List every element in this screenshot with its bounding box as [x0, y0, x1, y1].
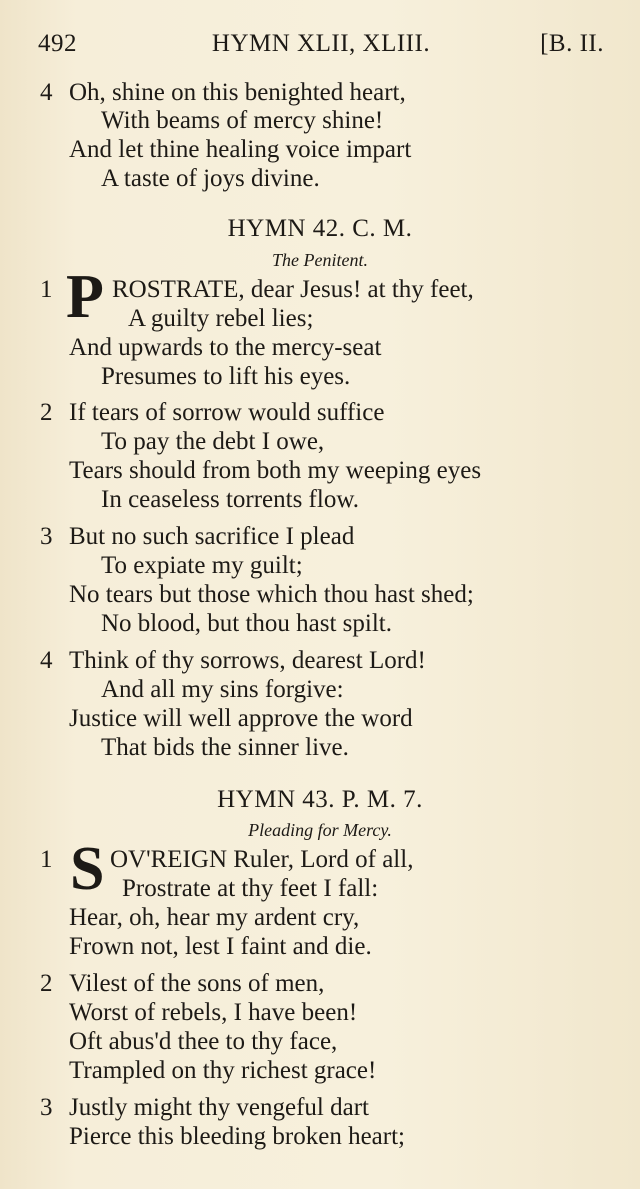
verse-line: No blood, but thou hast spilt. — [101, 610, 392, 637]
verse-line: Trampled on thy richest grace! — [69, 1057, 377, 1084]
verse-line: If tears of sorrow would suffice — [69, 399, 385, 426]
hymn-43-subtitle: Pleading for Mercy. — [248, 820, 392, 840]
stanza-number: 2 — [40, 399, 53, 426]
verse-line: And let thine healing voice impart — [69, 136, 412, 163]
verse-line: Frown not, lest I faint and die. — [69, 933, 372, 960]
verse-line: ROSTRATE, dear Jesus! at thy feet, — [112, 276, 474, 303]
verse-line: Think of thy sorrows, dearest Lord! — [69, 647, 426, 674]
verse-line: Oft abus'd thee to thy face, — [69, 1028, 338, 1055]
verse-line: A taste of joys divine. — [101, 165, 320, 192]
hymn-42-title: HYMN 42. C. M. — [227, 215, 413, 242]
verse-line: Hear, oh, hear my ardent cry, — [69, 904, 360, 931]
book-marker: [B. II. — [540, 30, 604, 57]
verse-line: No tears but those which thou hast shed; — [69, 581, 474, 608]
verse-line: Justice will well approve the word — [69, 705, 413, 732]
verse-line: In ceaseless torrents flow. — [101, 486, 360, 513]
drop-cap: S — [70, 835, 105, 903]
page-number: 492 — [38, 30, 77, 57]
verse-line: Tears should from both my weeping eyes — [69, 457, 482, 484]
verse-line: With beams of mercy shine! — [101, 107, 384, 134]
hymn-43-title: HYMN 43. P. M. 7. — [217, 786, 423, 813]
verse-line: Pierce this bleeding broken heart; — [69, 1123, 405, 1150]
verse-line: To expiate my guilt; — [101, 552, 303, 579]
drop-cap: P — [66, 263, 104, 331]
stanza-number: 3 — [40, 1094, 53, 1121]
verse-line: That bids the sinner live. — [101, 734, 349, 761]
verse-line: OV'REIGN Ruler, Lord of all, — [110, 846, 414, 873]
hymn-42-subtitle: The Penitent. — [272, 250, 368, 270]
stanza-number: 3 — [40, 523, 53, 550]
stanza-number: 2 — [40, 970, 53, 997]
verse-line: Justly might thy vengeful dart — [69, 1094, 369, 1121]
verse-line: Prostrate at thy feet I fall: — [122, 875, 379, 902]
verse-line: Oh, shine on this benighted heart, — [69, 79, 406, 106]
verse-line: But no such sacrifice I plead — [69, 523, 355, 550]
verse-line: And upwards to the mercy-seat — [69, 334, 382, 361]
verse-line: To pay the debt I owe, — [101, 428, 325, 455]
stanza-number: 4 — [40, 79, 53, 106]
verse-line: And all my sins forgive: — [101, 676, 344, 703]
stanza-number: 1 — [40, 276, 53, 303]
verse-line: A guilty rebel lies; — [128, 305, 314, 332]
running-header — [38, 30, 604, 64]
verse-line: Worst of rebels, I have been! — [69, 999, 358, 1026]
verse-line: Vilest of the sons of men, — [69, 970, 325, 997]
stanza-number: 1 — [40, 846, 53, 873]
verse-line: Presumes to lift his eyes. — [101, 363, 351, 390]
stanza-number: 4 — [40, 647, 53, 674]
running-title: HYMN XLII, XLIII. — [211, 30, 431, 57]
